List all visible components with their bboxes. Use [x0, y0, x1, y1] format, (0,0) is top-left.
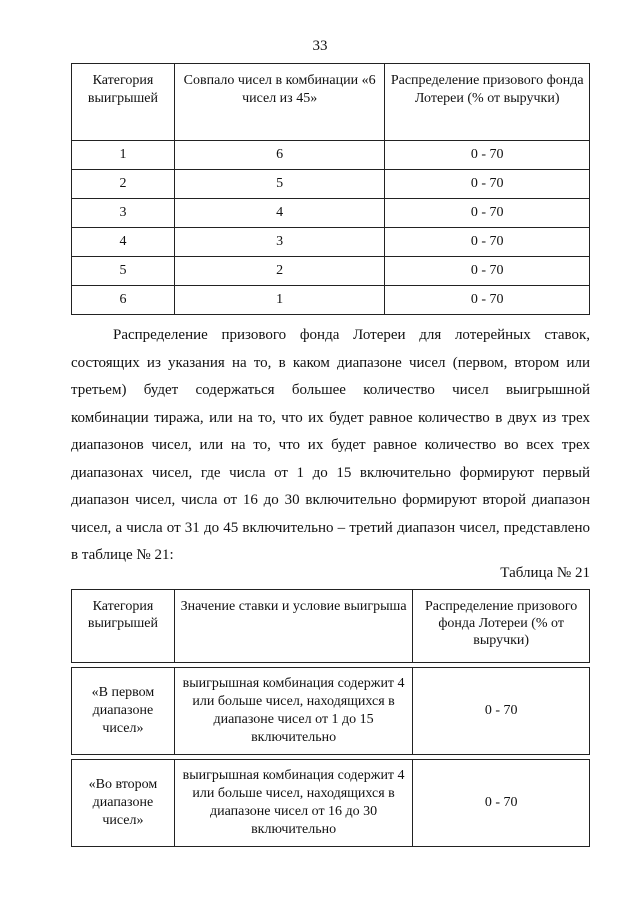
cell-matched: 1: [174, 286, 385, 315]
cell-category: 5: [72, 257, 175, 286]
table-header-row: [72, 64, 590, 141]
cell-distribution: 0 - 70: [413, 760, 590, 847]
page-number: 33: [312, 38, 328, 54]
header-prize-distribution: Распределение призового фонда Лотереи (% от выручки): [385, 64, 590, 141]
cell-category: 6: [72, 286, 175, 315]
cell-distribution: 0 - 70: [385, 286, 590, 315]
table-header-row: [72, 590, 590, 663]
cell-distribution: 0 - 70: [385, 141, 590, 170]
cell-matched: 2: [174, 257, 385, 286]
cell-matched: 6: [174, 141, 385, 170]
body-paragraph: Распределение призового фонда Лотереи для лотерейных ставок, состоящих из указания на то, в каком диапазоне чисел (первом, втором или третьем) будет содержаться большее количество чисел выигрышной комбинации тиража, или на то, что их будет равное количество в двух из трех диапазонов чисел, или на то, что их будет равное количество во всех трех диапазонах чисел, где числа от 1 до 15 включительно формируют первый диапазон чисел, числа от 16 до 30 включительно формируют второй диапазон чисел, а числа от 31 до 45 включительно – третий диапазон чисел, представлено в таблице № 21:: [71, 327, 590, 563]
header-prize-distribution: Распределение призового фонда Лотереи (% от выручки): [413, 590, 590, 663]
table-row: [72, 199, 590, 228]
header-category: Категория выигрышей: [72, 590, 175, 663]
cell-distribution: 0 - 70: [413, 668, 590, 755]
table-row: [72, 668, 590, 755]
table-row: [72, 257, 590, 286]
cell-distribution: 0 - 70: [385, 257, 590, 286]
table-row: [72, 228, 590, 257]
table-row: [72, 141, 590, 170]
table-row: [72, 286, 590, 315]
cell-matched: 3: [174, 228, 385, 257]
cell-matched: 4: [174, 199, 385, 228]
table-caption: Таблица № 21: [500, 565, 590, 581]
table-row: [72, 760, 590, 847]
header-bet-condition: Значение ставки и условие выигрыша: [174, 590, 412, 663]
cell-condition: выигрышная комбинация содержит 4 или больше чисел, находящихся в диапазоне чисел от 1 до 15 включительно: [174, 668, 412, 755]
header-matched-numbers: Совпало чисел в комбинации «6 чисел из 45»: [174, 64, 385, 141]
prize-distribution-table-6-of-45: [71, 63, 590, 315]
cell-category: 4: [72, 228, 175, 257]
cell-category: 2: [72, 170, 175, 199]
cell-distribution: 0 - 70: [385, 228, 590, 257]
cell-distribution: 0 - 70: [385, 199, 590, 228]
header-category: Категория выигрышей: [72, 64, 175, 141]
prize-distribution-table-ranges: [71, 589, 590, 847]
cell-condition: выигрышная комбинация содержит 4 или больше чисел, находящихся в диапазоне чисел от 16 до 30 включительно: [174, 760, 412, 847]
cell-category: «Во втором диапазоне чисел»: [72, 760, 175, 847]
cell-matched: 5: [174, 170, 385, 199]
table-row: [72, 170, 590, 199]
cell-category: «В первом диапазоне чисел»: [72, 668, 175, 755]
cell-category: 1: [72, 141, 175, 170]
cell-distribution: 0 - 70: [385, 170, 590, 199]
cell-category: 3: [72, 199, 175, 228]
